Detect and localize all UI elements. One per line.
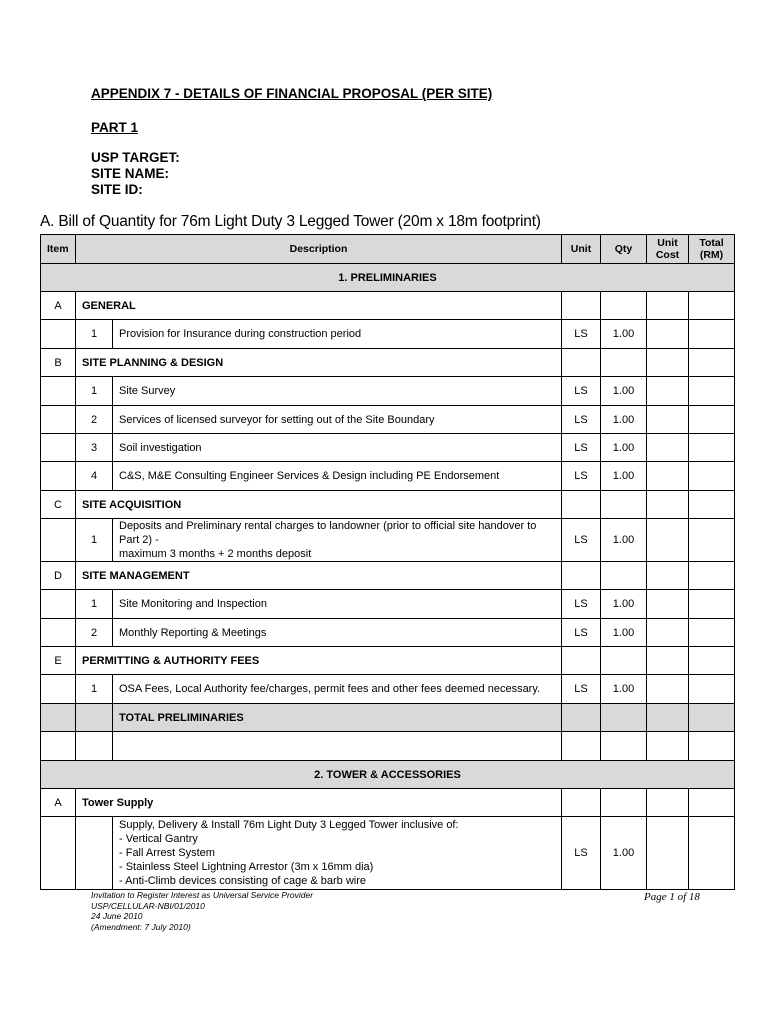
header-total: Total (RM) <box>689 235 735 264</box>
row-description <box>113 817 562 890</box>
row-description: Monthly Reporting & Meetings <box>113 619 562 647</box>
row-total-cell[interactable] <box>689 434 735 462</box>
row-number: 1 <box>76 519 113 562</box>
row-unit-cost-cell[interactable] <box>647 817 689 890</box>
row-number: 3 <box>76 434 113 462</box>
row-number: 1 <box>76 320 113 349</box>
header-unit-cost: Unit Cost <box>647 235 689 264</box>
row-unit: LS <box>562 320 601 349</box>
group-row-site-acquisition <box>41 491 735 519</box>
row-qty: 1.00 <box>601 462 647 491</box>
section-title: A. Bill of Quantity for 76m Light Duty 3 Legged Tower (20m x 18m footprint) <box>40 213 541 230</box>
table-row <box>41 377 735 406</box>
group-row-permitting <box>41 647 735 675</box>
description-line: - Fall Arrest System <box>119 847 215 859</box>
row-number: 4 <box>76 462 113 491</box>
row-unit-cost-cell[interactable] <box>647 462 689 491</box>
row-qty: 1.00 <box>601 817 647 890</box>
total-label: TOTAL PRELIMINARIES <box>113 704 562 732</box>
header-unit: Unit <box>562 235 601 264</box>
table-header-row <box>41 235 735 264</box>
row-description <box>113 519 562 562</box>
group-letter: E <box>41 647 76 675</box>
row-total-cell[interactable] <box>689 619 735 647</box>
footer-line: USP/CELLULAR-NBI/01/2010 <box>91 900 205 911</box>
description-line: - Anti-Climb devices consisting of cage & barb wire <box>119 875 366 887</box>
row-total-cell[interactable] <box>689 377 735 406</box>
site-name-label: SITE NAME: <box>91 166 170 181</box>
row-qty: 1.00 <box>601 406 647 434</box>
row-number: 1 <box>76 377 113 406</box>
row-description: OSA Fees, Local Authority fee/charges, permit fees and other fees deemed necessary. <box>113 675 562 704</box>
row-description: Site Survey <box>113 377 562 406</box>
table-row <box>41 406 735 434</box>
row-unit-cost-cell[interactable] <box>647 675 689 704</box>
row-unit-cost-cell[interactable] <box>647 434 689 462</box>
header-item: Item <box>41 235 76 264</box>
group-letter: C <box>41 491 76 519</box>
footer-line: Invitation to Register Interest as Universal Service Provider <box>91 890 314 900</box>
row-number: 1 <box>76 675 113 704</box>
group-letter: A <box>41 789 76 817</box>
group-label: PERMITTING & AUTHORITY FEES <box>76 647 562 675</box>
site-info-block <box>91 150 180 198</box>
row-unit-cost-cell[interactable] <box>647 406 689 434</box>
row-description: Soil investigation <box>113 434 562 462</box>
table-row <box>41 320 735 349</box>
total-preliminaries-row <box>41 704 735 732</box>
description-line: - Stainless Steel Lightning Arrestor (3m x 16mm dia) <box>119 861 374 873</box>
footer-reference <box>91 890 313 932</box>
description-line: Supply, Delivery & Install 76m Light Duty 3 Legged Tower inclusive of: <box>119 819 459 831</box>
description-line: maximum 3 months + 2 months deposit <box>119 548 312 560</box>
band-label: 2. TOWER & ACCESSORIES <box>41 761 735 789</box>
row-qty: 1.00 <box>601 519 647 562</box>
row-unit: LS <box>562 675 601 704</box>
group-letter: B <box>41 349 76 377</box>
row-qty: 1.00 <box>601 320 647 349</box>
row-total-cell[interactable] <box>689 817 735 890</box>
description-line: Deposits and Preliminary rental charges to landowner (prior to official site handover to Part 2) - <box>119 520 537 546</box>
row-number: 2 <box>76 619 113 647</box>
total-preliminaries-cell[interactable] <box>689 704 735 732</box>
group-letter: A <box>41 292 76 320</box>
group-row-general <box>41 292 735 320</box>
header-description: Description <box>76 235 562 264</box>
row-unit-cost-cell[interactable] <box>647 519 689 562</box>
row-unit: LS <box>562 619 601 647</box>
usp-target-label: USP TARGET: <box>91 150 180 165</box>
table-row <box>41 434 735 462</box>
group-label: GENERAL <box>76 292 562 320</box>
row-qty: 1.00 <box>601 377 647 406</box>
appendix-title: APPENDIX 7 - DETAILS OF FINANCIAL PROPOSAL (PER SITE) <box>91 86 493 101</box>
row-description: C&S, M&E Consulting Engineer Services & Design including PE Endorsement <box>113 462 562 491</box>
table-row <box>41 462 735 491</box>
row-unit: LS <box>562 817 601 890</box>
row-total-cell[interactable] <box>689 406 735 434</box>
row-total-cell[interactable] <box>689 462 735 491</box>
row-qty: 1.00 <box>601 434 647 462</box>
table-row <box>41 675 735 704</box>
row-unit: LS <box>562 590 601 619</box>
row-unit-cost-cell[interactable] <box>647 619 689 647</box>
part-label: PART 1 <box>91 120 139 135</box>
row-unit: LS <box>562 377 601 406</box>
row-number: 2 <box>76 406 113 434</box>
row-description: Provision for Insurance during construction period <box>113 320 562 349</box>
row-total-cell[interactable] <box>689 519 735 562</box>
row-unit-cost-cell[interactable] <box>647 320 689 349</box>
row-unit: LS <box>562 519 601 562</box>
row-total-cell[interactable] <box>689 590 735 619</box>
group-row-site-management <box>41 562 735 590</box>
footer-line: 24 June 2010 <box>91 911 143 921</box>
group-row-tower-supply <box>41 789 735 817</box>
group-row-site-planning <box>41 349 735 377</box>
row-total-cell[interactable] <box>689 675 735 704</box>
group-letter: D <box>41 562 76 590</box>
bill-of-quantity-table <box>40 234 735 890</box>
blank-row <box>41 732 735 761</box>
row-description: Site Monitoring and Inspection <box>113 590 562 619</box>
table-row <box>41 817 735 890</box>
row-qty: 1.00 <box>601 590 647 619</box>
table-row <box>41 590 735 619</box>
group-label: Tower Supply <box>76 789 562 817</box>
group-label: SITE PLANNING & DESIGN <box>76 349 562 377</box>
group-label: SITE ACQUISITION <box>76 491 562 519</box>
row-unit: LS <box>562 434 601 462</box>
row-qty: 1.00 <box>601 675 647 704</box>
row-number: 1 <box>76 590 113 619</box>
band-label: 1. PRELIMINARIES <box>41 264 735 292</box>
band-tower-accessories <box>41 761 735 789</box>
table-row <box>41 619 735 647</box>
footer-line: (Amendment: 7 July 2010) <box>91 921 191 932</box>
row-description: Services of licensed surveyor for setting out of the Site Boundary <box>113 406 562 434</box>
site-id-label: SITE ID: <box>91 182 143 197</box>
row-unit: LS <box>562 462 601 491</box>
page-number: Page 1 of 18 <box>644 891 700 903</box>
row-unit-cost-cell[interactable] <box>647 377 689 406</box>
row-qty: 1.00 <box>601 619 647 647</box>
description-line: - Vertical Gantry <box>119 833 198 845</box>
table-row <box>41 519 735 562</box>
row-unit: LS <box>562 406 601 434</box>
group-label: SITE MANAGEMENT <box>76 562 562 590</box>
header-qty: Qty <box>601 235 647 264</box>
row-unit-cost-cell[interactable] <box>647 590 689 619</box>
band-preliminaries <box>41 264 735 292</box>
row-total-cell[interactable] <box>689 320 735 349</box>
